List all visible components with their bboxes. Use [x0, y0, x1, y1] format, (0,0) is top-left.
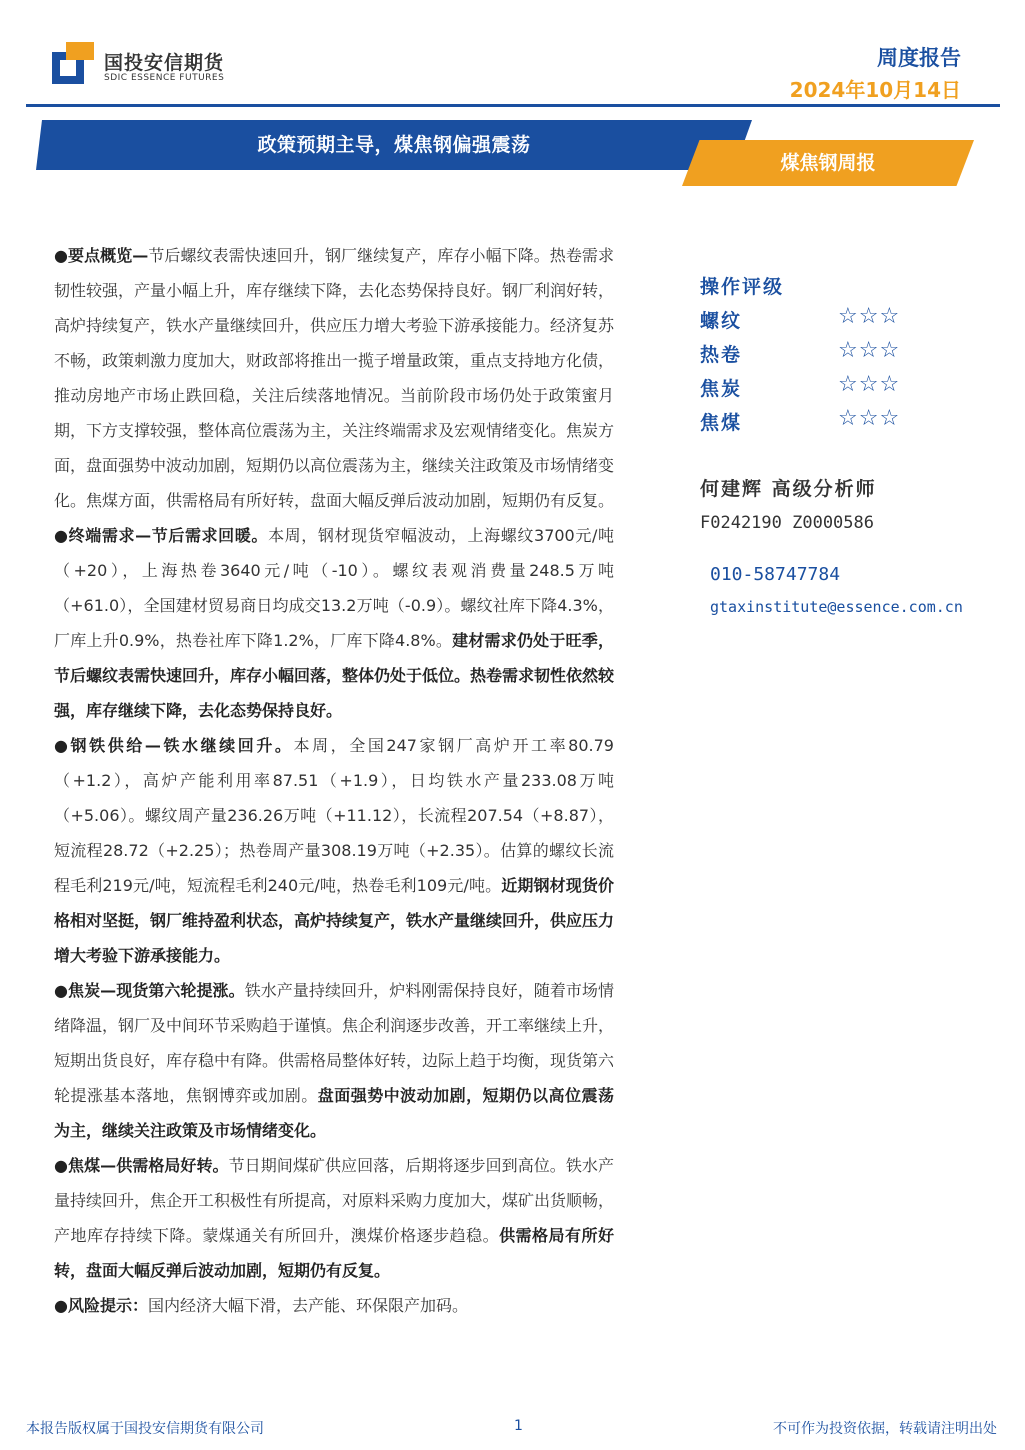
sidebar — [700, 272, 1020, 616]
copyright-notice: 本报告版权属于国投安信期货有限公司 — [26, 1421, 264, 1437]
paragraph-heading: ●要点概览— — [54, 246, 149, 265]
coke-paragraph — [54, 973, 614, 1148]
demand-paragraph — [54, 518, 614, 728]
rating-row — [700, 374, 1020, 408]
page-number: 1 — [514, 1418, 523, 1434]
report-date: 2024年10月14日 — [789, 78, 961, 102]
rating-row — [700, 408, 1020, 442]
paragraph-heading: ●焦煤—供需格局好转。 — [54, 1156, 229, 1175]
company-logo — [52, 40, 242, 88]
contact-email-link[interactable]: gtaxinstitute@essence.com.cn — [710, 598, 963, 616]
paragraph-conclusion: 近期钢材现货价格相对坚挺，钢厂维持盈利状态，高炉持续复产，铁水产量继续回升，供应压力增大考验下游承接能力。 — [54, 876, 615, 965]
paragraph-conclusion: 供需格局有所好转，盘面大幅反弹后波动加剧，短期仍有反复。 — [54, 1226, 614, 1280]
supply-paragraph — [54, 728, 614, 973]
paragraph-heading: ●焦炭—现货第六轮提涨。 — [54, 981, 245, 1000]
report-title: 政策预期主导，煤焦钢偏强震荡 — [257, 134, 531, 156]
rating-name: 焦煤 — [700, 412, 743, 434]
paragraph-heading: ●钢铁供给—铁水继续回升。 — [54, 736, 294, 755]
paragraph-text: 节后螺纹表需快速回升，钢厂继续复产，库存小幅下降。热卷需求韧性较强，产量小幅上升，库存继续下降，去化态势保持良好。钢厂利润好转，高炉持续复产，铁水产量继续回升，供应压力增大考验下游承接能力。经济复苏不畅，政策刺激力度加大，财政部将推出一揽子增量政策，重点支持地方化债，推动房地产市场止跌回稳，关注后续落地情况。当前阶段市场仍处于政策蜜月期，下方支撑较强，整体高位震荡为主，关注终端需求及宏观情绪变化。焦炭方面，盘面强势中波动加剧，短期仍以高位震荡为主，继续关注政策及市场情绪变化。焦煤方面，供需格局有所好转，盘面大幅反弹后波动加剧，短期仍有反复。 — [54, 246, 615, 510]
rating-name: 焦炭 — [700, 378, 743, 400]
paragraph-heading: ●终端需求—节后需求回暖。 — [54, 526, 269, 545]
header-divider — [26, 104, 1000, 107]
analyst-name: 何建辉 高级分析师 — [700, 478, 877, 500]
paragraph-text: 节日期间煤矿供应回落，后期将逐步回到高位。铁水产量持续回升，焦企开工积极性有所提高，对原料采购力度加大，煤矿出货顺畅，产地库存持续下降。蒙煤通关有所回升，澳煤价格逐步趋稳。 — [54, 1156, 615, 1245]
report-body — [54, 238, 614, 1323]
logo-name-cn: 国投安信期货 — [104, 52, 225, 74]
rating-name: 螺纹 — [700, 310, 743, 332]
paragraph-text: 铁水产量持续回升，炉料刚需保持良好，随着市场情绪降温，钢厂及中间环节采购趋于谨慎。焦企利润逐步改善，开工率继续上升，短期出货良好，库存稳中有降。供需格局整体好转，边际上趋于均衡，现货第六轮提涨基本落地，焦钢博弈或加剧。 — [54, 981, 615, 1105]
rating-row — [700, 306, 1020, 340]
risk-paragraph — [54, 1288, 614, 1323]
report-type: 周度报告 — [877, 46, 961, 70]
coking-coal-paragraph — [54, 1148, 614, 1288]
page-footer — [0, 1418, 1025, 1440]
summary-paragraph — [54, 238, 614, 518]
paragraph-text: 国内经济大幅下滑，去产能、环保限产加码。 — [147, 1296, 468, 1315]
paragraph-heading: ●风险提示： — [54, 1296, 148, 1315]
star-rating-icon: ☆☆☆ — [838, 372, 901, 397]
rating-row — [700, 340, 1020, 374]
paragraph-conclusion: 建材需求仍处于旺季，节后螺纹表需快速回升，库存小幅回落，整体仍处于低位。热卷需求韧性依然较强，库存继续下降，去化态势保持良好。 — [54, 631, 615, 720]
logo-name-en: SDIC ESSENCE FUTURES — [104, 73, 225, 83]
paragraph-text: 本周，钢材现货窄幅波动，上海螺纹3700元/吨（+20），上海热卷3640元/吨（-10）。螺纹表观消费量248.5万吨（+61.0），全国建材贸易商日均成交13.2万吨（-0.9）。螺纹社库下降4.3%，厂库上升0.9%，热卷社库下降1.2%，厂库下降4.8%。 — [54, 526, 614, 650]
analyst-license: F0242190 Z0000586 — [700, 513, 874, 533]
logo-mark-icon — [52, 42, 96, 84]
paragraph-text: 本周，全国247家钢厂高炉开工率80.79（+1.2），高炉产能利用率87.51（+1.9），日均铁水产量233.08万吨（+5.06）。螺纹周产量236.26万吨（+11.12），长流程207.54（+8.87），短流程28.72（+2.25）；热卷周产量308.19万吨（+2.35）。估算的螺纹长流程毛利219元/吨，短流程毛利240元/吨，热卷毛利109元/吨。 — [54, 736, 614, 895]
rating-title: 操作评级 — [700, 276, 785, 298]
star-rating-icon: ☆☆☆ — [838, 304, 901, 329]
star-rating-icon: ☆☆☆ — [838, 406, 901, 431]
paragraph-conclusion: 盘面强势中波动加剧，短期仍以高位震荡为主，继续关注政策及市场情绪变化。 — [54, 1086, 614, 1140]
report-subtitle: 煤焦钢周报 — [780, 152, 876, 174]
contact-phone[interactable]: 010-58747784 — [710, 564, 841, 585]
star-rating-icon: ☆☆☆ — [838, 338, 901, 363]
disclaimer-notice: 不可作为投资依据，转载请注明出处 — [773, 1421, 997, 1437]
rating-name: 热卷 — [700, 344, 743, 366]
